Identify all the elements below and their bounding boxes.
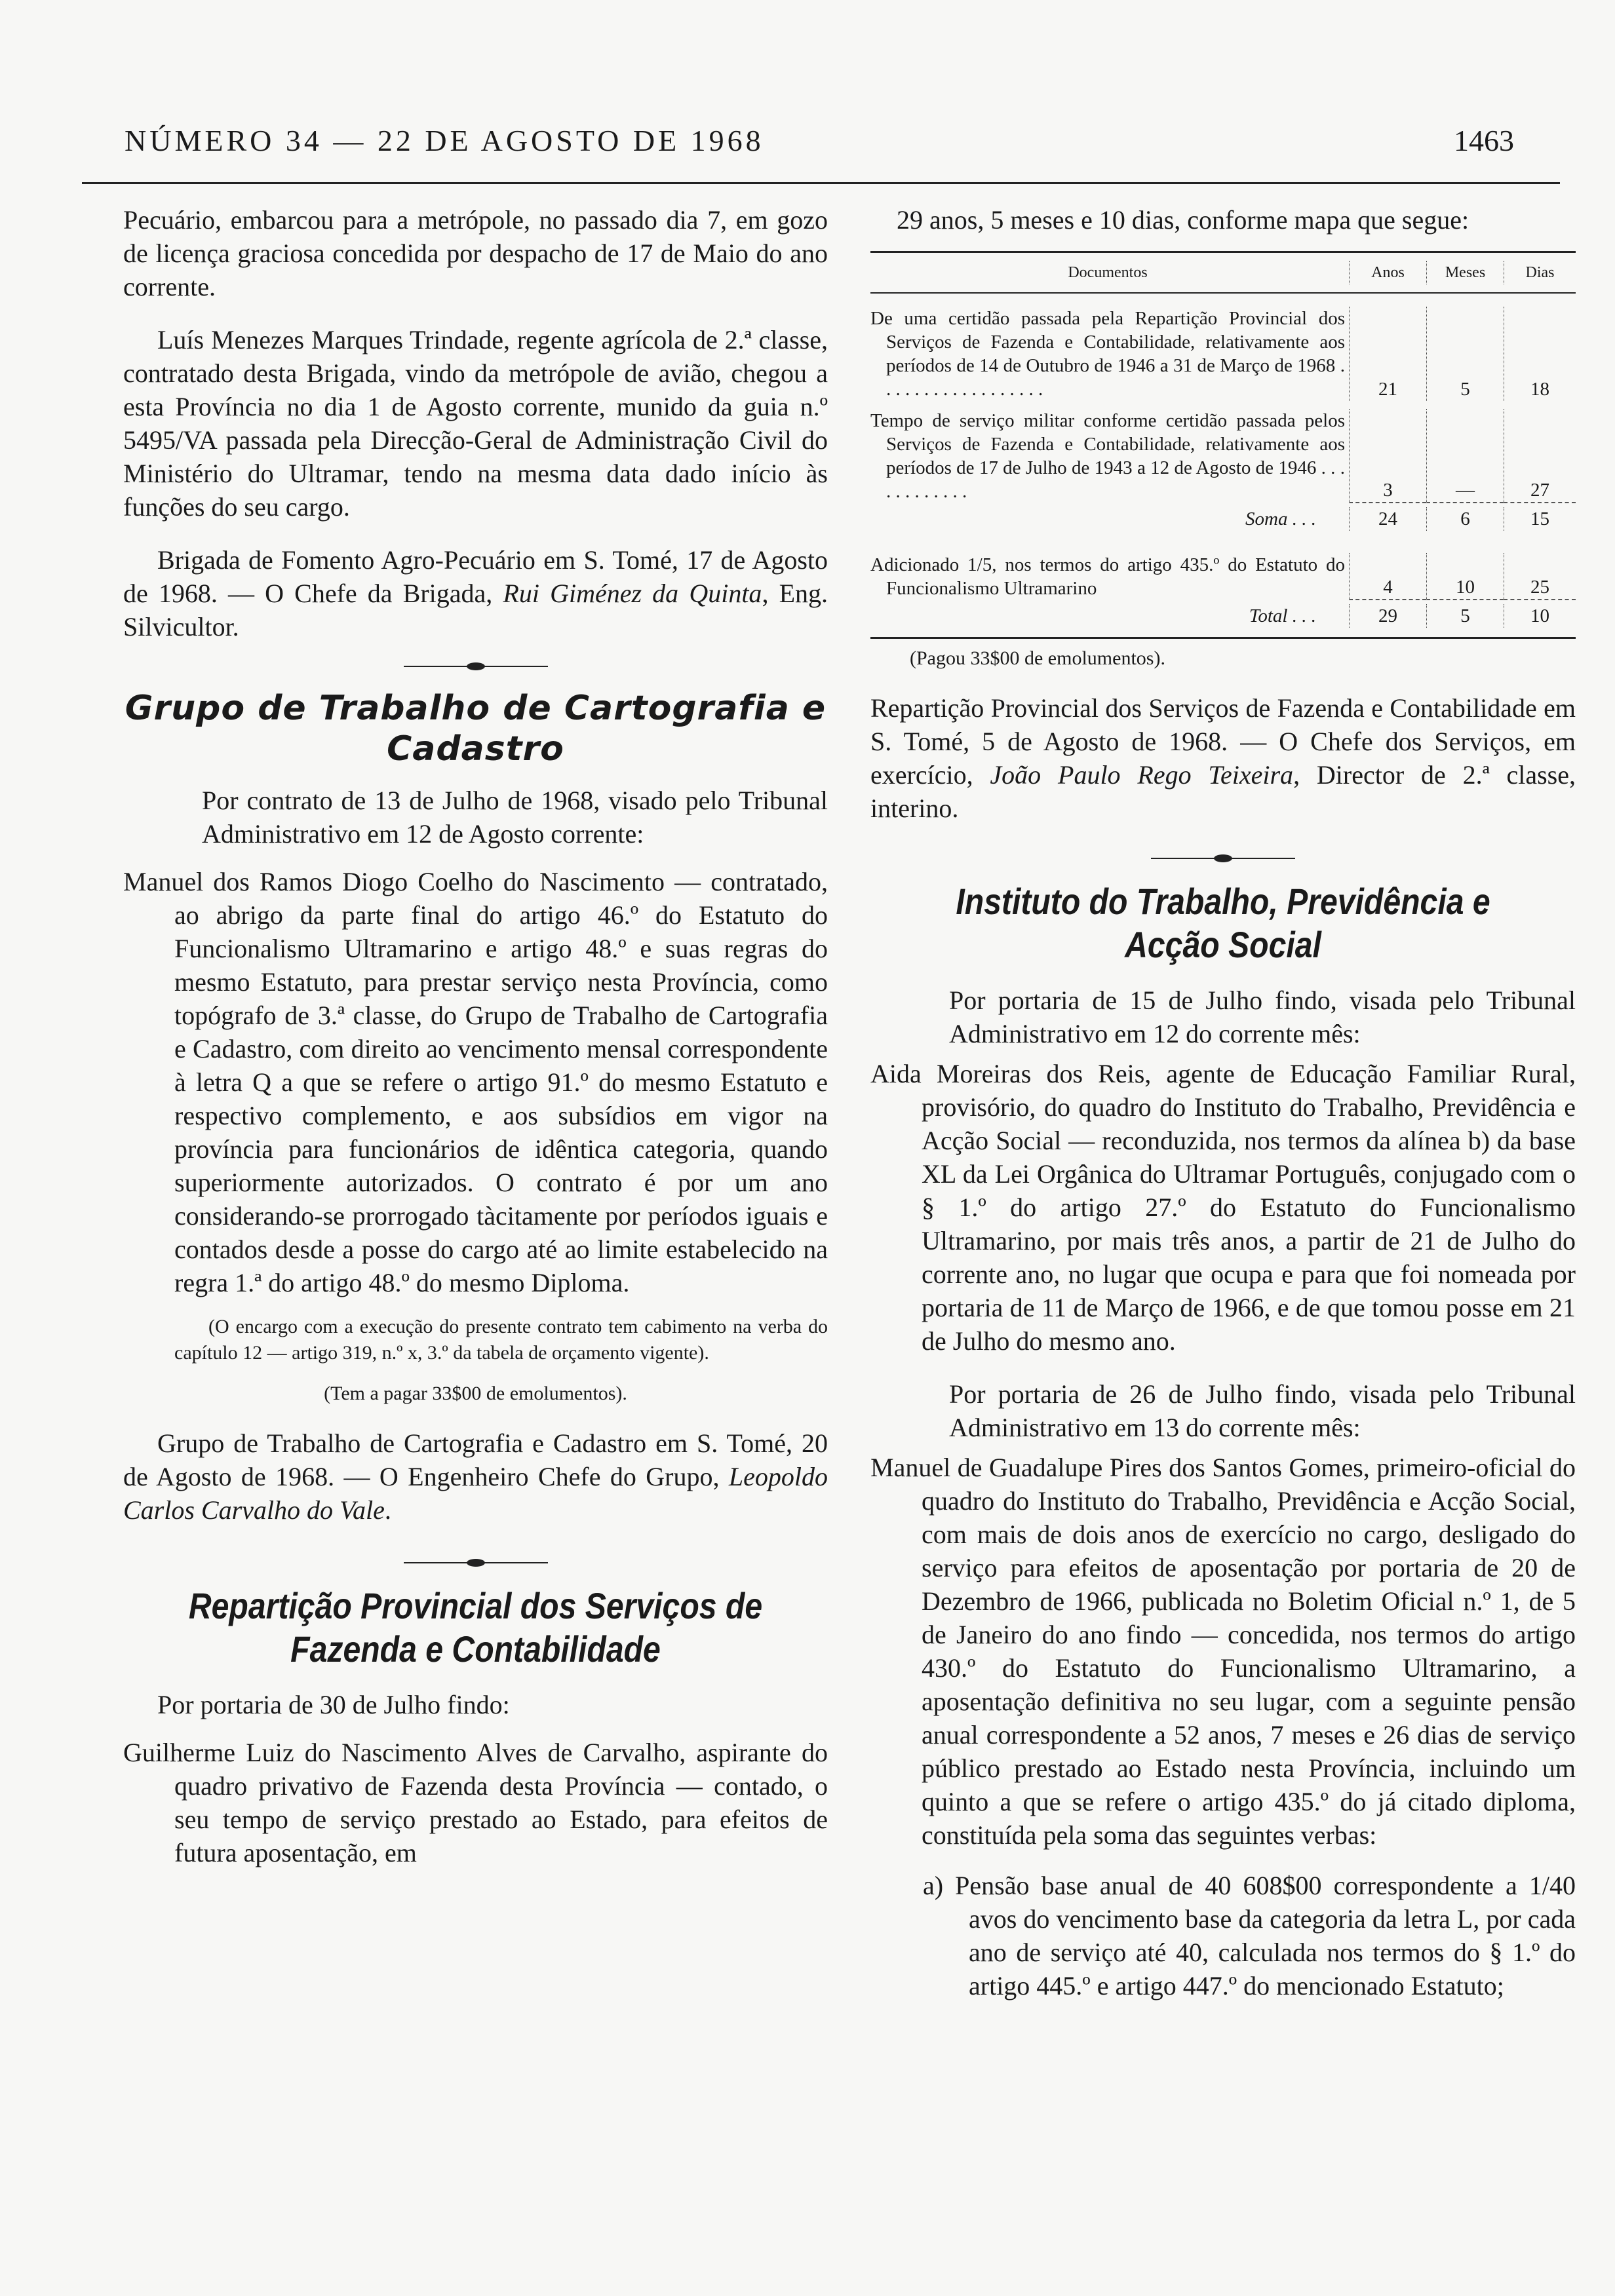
section-separator bbox=[404, 1558, 548, 1567]
issue-line: NÚMERO 34 — 22 DE AGOSTO DE 1968 bbox=[125, 124, 764, 157]
table-row bbox=[870, 553, 1576, 600]
table-row-soma bbox=[870, 507, 1576, 531]
signatory-name: Leopoldo Carlos Carvalho do Vale bbox=[123, 1462, 828, 1525]
signature-reparticao: Repartição Provincial dos Serviços de Fazenda e Contabilidade em S. Tomé, 5 de Agosto de 1968. — O Chefe dos Serviços, em exercício, João Paulo Rego Teixeira, Director de 2.ª classe, interino. bbox=[870, 693, 1576, 823]
row-meses: 5 bbox=[1426, 604, 1504, 628]
list-item-a: a) Pensão base anual de 40 608$00 correspondente a 1/40 avos do vencimento base da categoria da letra L, por cada ano de serviço até 40, calculada nos termos do § 1.º do artigo 445.º e artigo 447.º do mencionado Estatuto; bbox=[923, 1871, 1576, 2000]
section-separator bbox=[404, 662, 548, 671]
signature-brigada: Brigada de Fomento Agro-Pecuário em S. Tomé, 17 de Agosto de 1968. — O Chefe da Brigada, Rui Giménez da Quinta, Eng. Silvicultor. bbox=[123, 545, 828, 641]
row-anos: 4 bbox=[1349, 553, 1426, 600]
column-header-documentos: Documentos bbox=[1068, 264, 1148, 281]
table-header bbox=[870, 253, 1576, 294]
paragraph-trindade: Luís Menezes Marques Trindade, regente agrícola de 2.ª classe, contratado desta Brigada, vindo da metrópole de avião, chegou a esta Província no dia 1 de Agosto corrente, munido da guia n.º 5495/VA passada pela Direcção-Geral de Administração Civil do Ministério do Ultramar, tendo na mesma data dado início às funções do seu cargo. bbox=[123, 325, 828, 522]
column-header-anos: Anos bbox=[1349, 261, 1426, 284]
row-dias: 15 bbox=[1504, 507, 1576, 531]
service-time-table bbox=[870, 251, 1576, 639]
intro-portaria-26: Por portaria de 26 de Julho findo, visada pelo Tribunal Administrativo em 13 do corrente mês: bbox=[949, 1379, 1576, 1442]
right-column bbox=[870, 203, 1576, 2002]
row-meses: 5 bbox=[1426, 307, 1504, 401]
paragraph-continued: Pecuário, embarcou para a metrópole, no passado dia 7, em gozo de licença graciosa concedida por despacho de 17 de Maio do ano corrente. bbox=[123, 205, 828, 301]
row-document: Tempo de serviço militar conforme certidão passada pelos Serviços de Fazenda e Contabilidade, relativamente aos períodos de 17 de Julho de 1943 a 12 de Agosto de 1946 . . . . . . . . . . . . bbox=[870, 410, 1345, 502]
table-row-total bbox=[870, 604, 1576, 628]
row-anos: 29 bbox=[1349, 604, 1426, 628]
row-anos: 21 bbox=[1349, 307, 1426, 401]
paragraph-aida: Aida Moreiras dos Reis, agente de Educação Familiar Rural, provisório, do quadro do Instituto do Trabalho, Previdência e Acção Social — reconduzida, nos termos da alínea b) da base XL da Lei Orgânica do Ultramar Português, conjugado com o § 1.º do artigo 27.º do Estatuto do Funcionalismo Ultramarino, por mais três anos, a partir de 21 de Julho do corrente ano, no lugar que ocupa e para que foi nomeada por portaria de 11 de Março de 1966, e de que tomou posse em 21 de Julho do mesmo ano. bbox=[870, 1059, 1576, 1356]
row-document: Total . . . bbox=[1249, 605, 1316, 626]
section-separator bbox=[1151, 854, 1295, 863]
note-encargo: (O encargo com a execução do presente contrato tem cabimento na verba do capítulo 12 — artigo 319, n.º x, 3.º da tabela de orçamento vigente). bbox=[174, 1316, 828, 1364]
intro-portaria: Por portaria de 30 de Julho findo: bbox=[157, 1690, 510, 1719]
table-row bbox=[870, 307, 1576, 401]
row-anos: 3 bbox=[1349, 409, 1426, 503]
intro-portaria-15: Por portaria de 15 de Julho findo, visada pelo Tribunal Administrativo em 12 do corrente mês: bbox=[949, 985, 1576, 1048]
signature-grupo: Grupo de Trabalho de Cartografia e Cadastro em S. Tomé, 20 de Agosto de 1968. — O Engenheiro Chefe do Grupo, Leopoldo Carlos Carvalho do Vale. bbox=[123, 1428, 828, 1525]
column-header-dias: Dias bbox=[1504, 261, 1576, 284]
row-dias: 27 bbox=[1504, 409, 1576, 503]
signatory-name: Rui Giménez da Quinta bbox=[503, 579, 762, 608]
row-document: Adicionado 1/5, nos termos do artigo 435.º do Estatuto do Funcionalismo Ultramarino bbox=[870, 554, 1345, 599]
row-dias: 25 bbox=[1504, 553, 1576, 600]
row-dias: 18 bbox=[1504, 307, 1576, 401]
paragraph-continued-right: 29 anos, 5 meses e 10 dias, conforme mapa que segue: bbox=[897, 205, 1469, 235]
row-meses: 10 bbox=[1426, 553, 1504, 600]
note-pagou: (Pagou 33$00 de emolumentos). bbox=[910, 647, 1165, 669]
paragraph-gomes: Manuel de Guadalupe Pires dos Santos Gomes, primeiro-oficial do quadro do Instituto do Trabalho, Previdência e Acção Social, com mais de dois anos de exercício no cargo, desligado do serviço para efeitos de aposentação por portaria de 20 de Dezembro de 1966, publicada no Boletim Oficial n.º 1, de 5 de Janeiro do ano findo — concedida, nos termos do artigo 430.º do Estatuto do Funcionalismo Ultramarino, a aposentação definitiva no seu lugar, com a seguinte pensão anual correspondente a 52 anos, 7 meses e 26 dias de serviço público prestado ao Estado nesta Província, incluindo um quinto a que se refere o artigo 435.º do já citado diploma, constituída pela soma das seguintes verbas: bbox=[870, 1453, 1576, 1850]
page-header bbox=[125, 119, 1514, 165]
row-document: De uma certidão passada pela Repartição Provincial dos Serviços de Fazenda e Contabilidade, relativamente aos períodos de 14 de Outubro de 1946 a 31 de Março de 1968 . . . . . . . . . . . . . . . . . . bbox=[870, 308, 1345, 400]
row-anos: 24 bbox=[1349, 507, 1426, 531]
intro-contrato: Por contrato de 13 de Julho de 1968, visado pelo Tribunal Administrativo em 12 de Agosto corrente: bbox=[202, 786, 828, 849]
paragraph-nascimento: Manuel dos Ramos Diogo Coelho do Nascimento — contratado, ao abrigo da parte final do artigo 46.º do Estatuto do Funcionalismo Ultramarino e artigo 48.º e suas regras do mesmo Estatuto, para prestar serviço nesta Província, como topógrafo de 3.ª classe, do Grupo de Trabalho de Cartografia e Cadastro, com direito ao vencimento mensal correspondente à letra Q a que se refere o artigo 91.º do mesmo Estatuto e respectivo complemento, e aos subsídios em vigor na província para funcionários de idêntica categoria, quando superiormente autorizados. O contrato é por um ano considerando-se prorrogado tàcitamente por períodos iguais e contados desde a posse do cargo até ao limite estabelecido na regra 1.ª do artigo 48.º do mesmo Diploma. bbox=[123, 867, 828, 1297]
section-title-instituto: Instituto do Trabalho, Previdência e Acção Social bbox=[956, 881, 1490, 965]
paragraph-carvalho: Guilherme Luiz do Nascimento Alves de Carvalho, aspirante do quadro privativo de Fazenda desta Província — contado, o seu tempo de serviço prestado ao Estado, para efeitos de futura aposentação, em bbox=[123, 1738, 828, 1867]
row-meses: — bbox=[1426, 409, 1504, 503]
row-document: Soma . . . bbox=[1245, 508, 1316, 529]
section-title-cartografia: Grupo de Trabalho de Cartografia e Cadastro bbox=[125, 689, 827, 769]
row-meses: 6 bbox=[1426, 507, 1504, 531]
page-number: 1463 bbox=[1454, 124, 1514, 157]
section-title-reparticao: Repartição Provincial dos Serviços de Fazenda e Contabilidade bbox=[188, 1585, 763, 1670]
signatory-name: João Paulo Rego Teixeira bbox=[990, 760, 1294, 790]
header-rule bbox=[82, 182, 1560, 184]
note-emolumentos: (Tem a pagar 33$00 de emolumentos). bbox=[324, 1383, 627, 1404]
table-row bbox=[870, 409, 1576, 503]
row-dias: 10 bbox=[1504, 604, 1576, 628]
column-header-meses: Meses bbox=[1426, 261, 1504, 284]
left-column bbox=[123, 203, 828, 1869]
